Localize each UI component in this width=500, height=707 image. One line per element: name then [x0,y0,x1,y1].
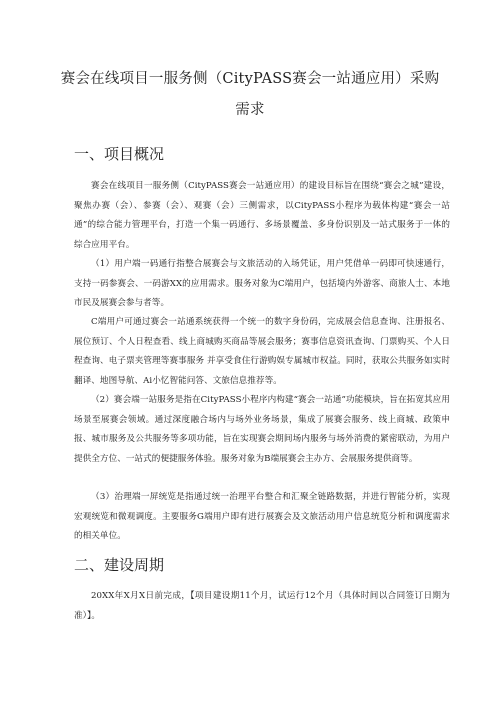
overview-paragraph-user-side: （1）用户端一码通行指整合展赛会与文旅活动的入场凭证，用户凭借单一码即可快速通行，支持一码参赛会、一码游XX的应用需求。服务对象为C端用户，包括境内外游客、商旅人士、本地市民及展赛会参与者等。 [74,259,450,308]
overview-paragraph-governance: （3）治理端一屏统览是指通过统一治理平台整合和汇聚全链路数据，并进行智能分析，实现宏观统览和微观调度。主要服务G端用户即有进行展赛会及文旅活动用户信息统览分析和调度需求的相关单位。 [74,492,450,541]
section-heading-period: 二、建设周期 [74,556,165,574]
period-paragraph: 20XX年X月X日前完成，【项目建设期11个月，试运行12个月（具体时间以合同签订日期为准）】。 [74,591,450,621]
overview-paragraph-event-side: （2）赛会端一站服务是指在CityPASS小程序内构建“赛会一站通”功能模块，旨在拓宽其应用场景至展赛会领域。通过深度融合场内与场外业务场景，集成了展赛会服务、线上商城、政策申报、城市服务及公共服务等多项功能，旨在实现赛会期间场内服务与场外消费的紧密联动，为用户提供全方位、一站式的便捷服务体验。服务对象为B端展赛会主办方、会展服务提供商等。 [74,395,450,464]
overview-paragraph-c-end: C端用户可通过赛会一站通系统获得一个统一的数字身份码，完成展会信息查询、注册报名、展位预订、个人日程查看、线上商城购买商品等展会服务；赛事信息资讯查询、门票购买、个人日程查询、电子票夹管理等赛事服务 并享受食住行游购娱专属城市权益。同时，获取公共服务如实时翻译、地图导航、Ai小忆智能问答、文旅信息推荐等。 [74,317,450,386]
section-heading-overview: 一、项目概况 [74,145,165,163]
overview-paragraph-goal: 赛会在线项目一服务侧（CityPASS赛会一站通应用）的建设目标旨在围绕“赛会之城”建设，聚焦办赛（会）、参赛（会）、观赛（会）三侧需求，以CityPASS小程序为载体构建“赛会一站通”的综合能力管理平台，打造一个集一码通行、多场景覆盖、多身份识别及一站式服务于一体的综合应用平台。 [74,181,450,250]
document-title: 赛会在线项目一服务侧（CityPASS赛会一站通应用）采购需求 [60,71,440,118]
